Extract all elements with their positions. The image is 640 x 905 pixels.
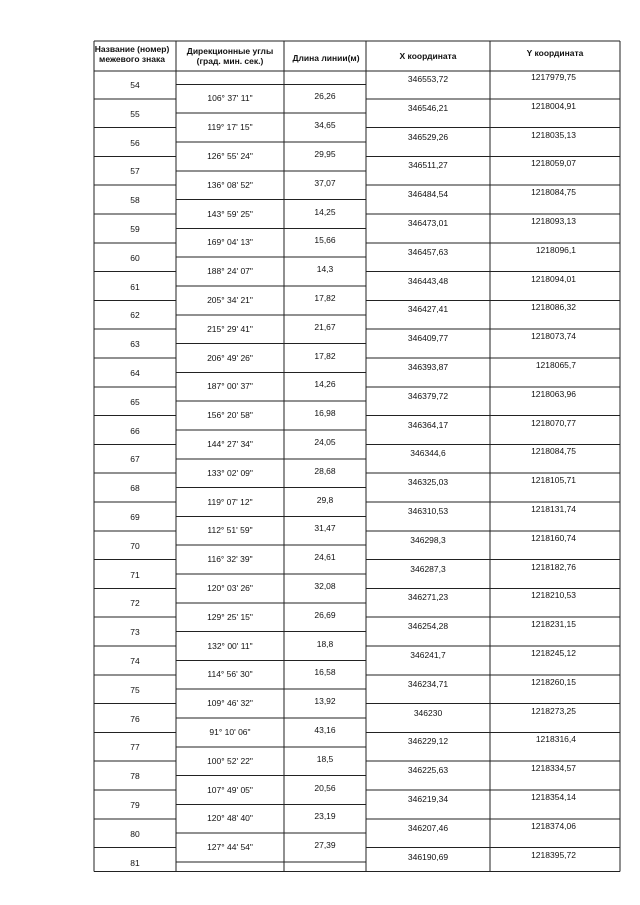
point-name-cell: 59 bbox=[130, 224, 140, 234]
header-y-coordinate: Y координата bbox=[526, 48, 584, 58]
y-coordinate-cell: 1218105,71 bbox=[531, 475, 576, 486]
point-name-cell: 63 bbox=[130, 339, 140, 350]
x-coordinate-cell: 346207,46 bbox=[407, 822, 449, 833]
line-length-cell: 15,66 bbox=[314, 235, 336, 246]
direction-angle-cell: 116° 32' 39" bbox=[207, 554, 253, 565]
line-length-cell: 31,47 bbox=[314, 523, 336, 534]
y-coordinate-cell: 1218273,25 bbox=[531, 705, 576, 716]
line-length-cell: 17,82 bbox=[314, 293, 336, 303]
point-name-cell: 75 bbox=[130, 684, 140, 695]
header-x-coordinate: X координата bbox=[399, 51, 457, 61]
direction-angle-cell: 144° 27' 34" bbox=[207, 439, 253, 449]
direction-angle-cell: 169° 04' 13" bbox=[207, 237, 253, 248]
point-name-cell: 60 bbox=[130, 252, 140, 263]
line-length-cell: 26,26 bbox=[314, 91, 336, 102]
x-coordinate-cell: 346484,54 bbox=[407, 189, 449, 200]
line-length-cell: 18,8 bbox=[316, 638, 334, 649]
direction-angle-cell: 143° 59' 25" bbox=[207, 208, 253, 219]
x-coordinate-cell: 346409,77 bbox=[407, 333, 449, 344]
line-length-cell: 14,3 bbox=[316, 264, 334, 275]
point-name-cell: 70 bbox=[130, 540, 140, 551]
line-length-cell: 18,5 bbox=[316, 753, 334, 764]
point-name-cell: 58 bbox=[130, 195, 140, 206]
direction-angle-cell: 215° 29' 41" bbox=[207, 323, 253, 334]
x-coordinate-cell: 346473,01 bbox=[407, 218, 449, 228]
point-name-cell: 73 bbox=[130, 627, 140, 638]
header-direction-angle: Дирекционные углы (град. мин. сек.) bbox=[186, 46, 274, 66]
line-length-cell: 21,67 bbox=[314, 321, 336, 332]
x-coordinate-cell: 346190,69 bbox=[407, 851, 449, 862]
x-coordinate-cell: 346310,53 bbox=[407, 506, 449, 516]
point-name-cell: 72 bbox=[130, 598, 140, 609]
point-name-cell: 76 bbox=[130, 713, 140, 724]
y-coordinate-cell: 1218084,75 bbox=[531, 187, 576, 198]
y-coordinate-cell: 1217979,75 bbox=[531, 72, 576, 82]
line-length-cell: 24,61 bbox=[314, 552, 336, 563]
x-coordinate-cell: 346241,7 bbox=[410, 650, 446, 660]
x-coordinate-cell: 346254,28 bbox=[407, 621, 449, 632]
direction-angle-cell: 156° 20' 58" bbox=[207, 410, 253, 421]
direction-angle-cell: 132° 00' 11" bbox=[207, 640, 253, 651]
x-coordinate-cell: 346325,03 bbox=[407, 477, 449, 488]
y-coordinate-cell: 1218245,12 bbox=[531, 648, 576, 658]
direction-angle-cell: 112° 51' 59" bbox=[207, 525, 253, 536]
line-length-cell: 29,95 bbox=[314, 149, 336, 159]
point-name-cell: 69 bbox=[130, 512, 140, 522]
y-coordinate-cell: 1218334,57 bbox=[531, 763, 576, 774]
direction-angle-cell: 205° 34' 21" bbox=[207, 295, 253, 305]
x-coordinate-cell: 346457,63 bbox=[407, 246, 449, 257]
point-name-cell: 55 bbox=[130, 108, 140, 119]
line-length-cell: 13,92 bbox=[314, 696, 336, 707]
x-coordinate-cell: 346393,87 bbox=[407, 362, 449, 372]
y-coordinate-cell: 1218063,96 bbox=[531, 388, 576, 399]
point-name-cell: 65 bbox=[130, 396, 140, 407]
line-length-cell: 16,58 bbox=[314, 667, 336, 678]
line-length-cell: 17,82 bbox=[314, 350, 336, 361]
direction-angle-cell: 206° 49' 26" bbox=[207, 352, 253, 363]
y-coordinate-cell: 1218210,53 bbox=[531, 590, 576, 601]
y-coordinate-cell: 1218096,1 bbox=[535, 244, 576, 255]
y-coordinate-cell: 1218231,15 bbox=[531, 619, 576, 630]
point-name-cell: 80 bbox=[130, 828, 140, 839]
header-point-name: Название (номер) межевого знака bbox=[94, 44, 170, 64]
x-coordinate-cell: 346271,23 bbox=[407, 592, 449, 603]
x-coordinate-cell: 346230 bbox=[413, 707, 443, 718]
line-length-cell: 32,08 bbox=[314, 581, 336, 591]
y-coordinate-cell: 1218059,07 bbox=[531, 158, 576, 169]
y-coordinate-cell: 1218086,32 bbox=[531, 302, 576, 313]
point-name-cell: 71 bbox=[130, 569, 140, 580]
y-coordinate-cell: 1218160,74 bbox=[531, 532, 576, 543]
point-name-cell: 68 bbox=[130, 483, 140, 494]
point-name-cell: 79 bbox=[130, 800, 140, 810]
y-coordinate-cell: 1218035,13 bbox=[531, 129, 576, 140]
point-name-cell: 67 bbox=[130, 454, 140, 465]
x-coordinate-cell: 346443,48 bbox=[407, 275, 449, 286]
line-length-cell: 34,65 bbox=[314, 120, 336, 131]
direction-angle-cell: 136° 08' 52" bbox=[207, 179, 253, 190]
y-coordinate-cell: 1218093,13 bbox=[531, 216, 576, 226]
direction-angle-cell: 127° 44' 54" bbox=[207, 842, 253, 853]
direction-angle-cell: 109° 46' 32" bbox=[207, 698, 253, 709]
point-name-cell: 66 bbox=[130, 425, 140, 436]
point-name-cell: 57 bbox=[130, 166, 140, 177]
x-coordinate-cell: 346344,6 bbox=[410, 448, 446, 459]
y-coordinate-cell: 1218073,74 bbox=[531, 331, 576, 342]
y-coordinate-cell: 1218084,75 bbox=[531, 446, 576, 457]
line-length-cell: 23,19 bbox=[314, 811, 336, 822]
line-length-cell: 16,98 bbox=[314, 408, 336, 419]
direction-angle-cell: 107° 49' 05" bbox=[207, 784, 253, 795]
line-length-cell: 37,07 bbox=[314, 177, 336, 188]
line-length-cell: 14,26 bbox=[314, 379, 336, 390]
x-coordinate-cell: 346287,3 bbox=[410, 563, 446, 574]
point-name-cell: 77 bbox=[130, 742, 140, 753]
y-coordinate-cell: 1218094,01 bbox=[531, 273, 576, 284]
point-name-cell: 78 bbox=[130, 771, 140, 782]
header-line-length: Длина линии(м) bbox=[292, 53, 360, 63]
direction-angle-cell: 119° 07' 12" bbox=[207, 496, 253, 507]
line-length-cell: 26,69 bbox=[314, 609, 336, 620]
point-name-cell: 54 bbox=[130, 80, 140, 90]
line-length-cell: 29,8 bbox=[316, 494, 334, 505]
y-coordinate-cell: 1218131,74 bbox=[531, 504, 576, 514]
direction-angle-cell: 187° 00' 37" bbox=[207, 381, 253, 392]
point-name-cell: 81 bbox=[130, 857, 140, 868]
x-coordinate-cell: 346229,12 bbox=[407, 736, 449, 747]
direction-angle-cell: 133° 02' 09" bbox=[207, 467, 253, 478]
direction-angle-cell: 120° 03' 26" bbox=[207, 583, 253, 593]
x-coordinate-cell: 346379,72 bbox=[407, 390, 449, 401]
direction-angle-cell: 91° 10' 06" bbox=[209, 727, 251, 737]
x-coordinate-cell: 346234,71 bbox=[407, 678, 449, 689]
x-coordinate-cell: 346529,26 bbox=[407, 131, 449, 142]
y-coordinate-cell: 1218395,72 bbox=[531, 849, 576, 860]
point-name-cell: 61 bbox=[130, 281, 140, 292]
y-coordinate-cell: 1218004,91 bbox=[531, 100, 576, 111]
y-coordinate-cell: 1218065,7 bbox=[535, 360, 576, 370]
point-name-cell: 64 bbox=[130, 368, 140, 378]
x-coordinate-cell: 346553,72 bbox=[407, 74, 449, 84]
point-name-cell: 56 bbox=[130, 137, 140, 148]
direction-angle-cell: 129° 25' 15" bbox=[207, 611, 253, 622]
x-coordinate-cell: 346219,34 bbox=[407, 794, 449, 804]
direction-angle-cell: 188° 24' 07" bbox=[207, 266, 253, 277]
direction-angle-cell: 126° 55' 24" bbox=[207, 151, 253, 161]
line-length-cell: 43,16 bbox=[314, 725, 336, 735]
line-length-cell: 14,25 bbox=[314, 206, 336, 217]
x-coordinate-cell: 346364,17 bbox=[407, 419, 449, 430]
y-coordinate-cell: 1218374,06 bbox=[531, 820, 576, 831]
line-length-cell: 20,56 bbox=[314, 782, 336, 793]
direction-angle-cell: 120° 48' 40" bbox=[207, 813, 253, 824]
y-coordinate-cell: 1218316,4 bbox=[535, 734, 576, 745]
y-coordinate-cell: 1218182,76 bbox=[531, 561, 576, 572]
y-coordinate-cell: 1218260,15 bbox=[531, 676, 576, 687]
x-coordinate-cell: 346427,41 bbox=[407, 304, 449, 315]
line-length-cell: 24,05 bbox=[314, 437, 336, 447]
direction-angle-cell: 114° 56' 30" bbox=[207, 669, 253, 680]
x-coordinate-cell: 346225,63 bbox=[407, 765, 449, 776]
y-coordinate-cell: 1218070,77 bbox=[531, 417, 576, 428]
line-length-cell: 27,39 bbox=[314, 840, 336, 851]
direction-angle-cell: 119° 17' 15" bbox=[207, 122, 253, 133]
line-length-cell: 28,68 bbox=[314, 465, 336, 476]
x-coordinate-cell: 346546,21 bbox=[407, 102, 449, 113]
y-coordinate-cell: 1218354,14 bbox=[531, 792, 576, 802]
x-coordinate-cell: 346298,3 bbox=[410, 534, 446, 545]
direction-angle-cell: 100° 52' 22" bbox=[207, 755, 253, 766]
x-coordinate-cell: 346511,27 bbox=[408, 160, 448, 171]
point-name-cell: 74 bbox=[130, 656, 140, 666]
point-name-cell: 62 bbox=[130, 310, 140, 321]
direction-angle-cell: 106° 37' 11" bbox=[207, 93, 253, 104]
